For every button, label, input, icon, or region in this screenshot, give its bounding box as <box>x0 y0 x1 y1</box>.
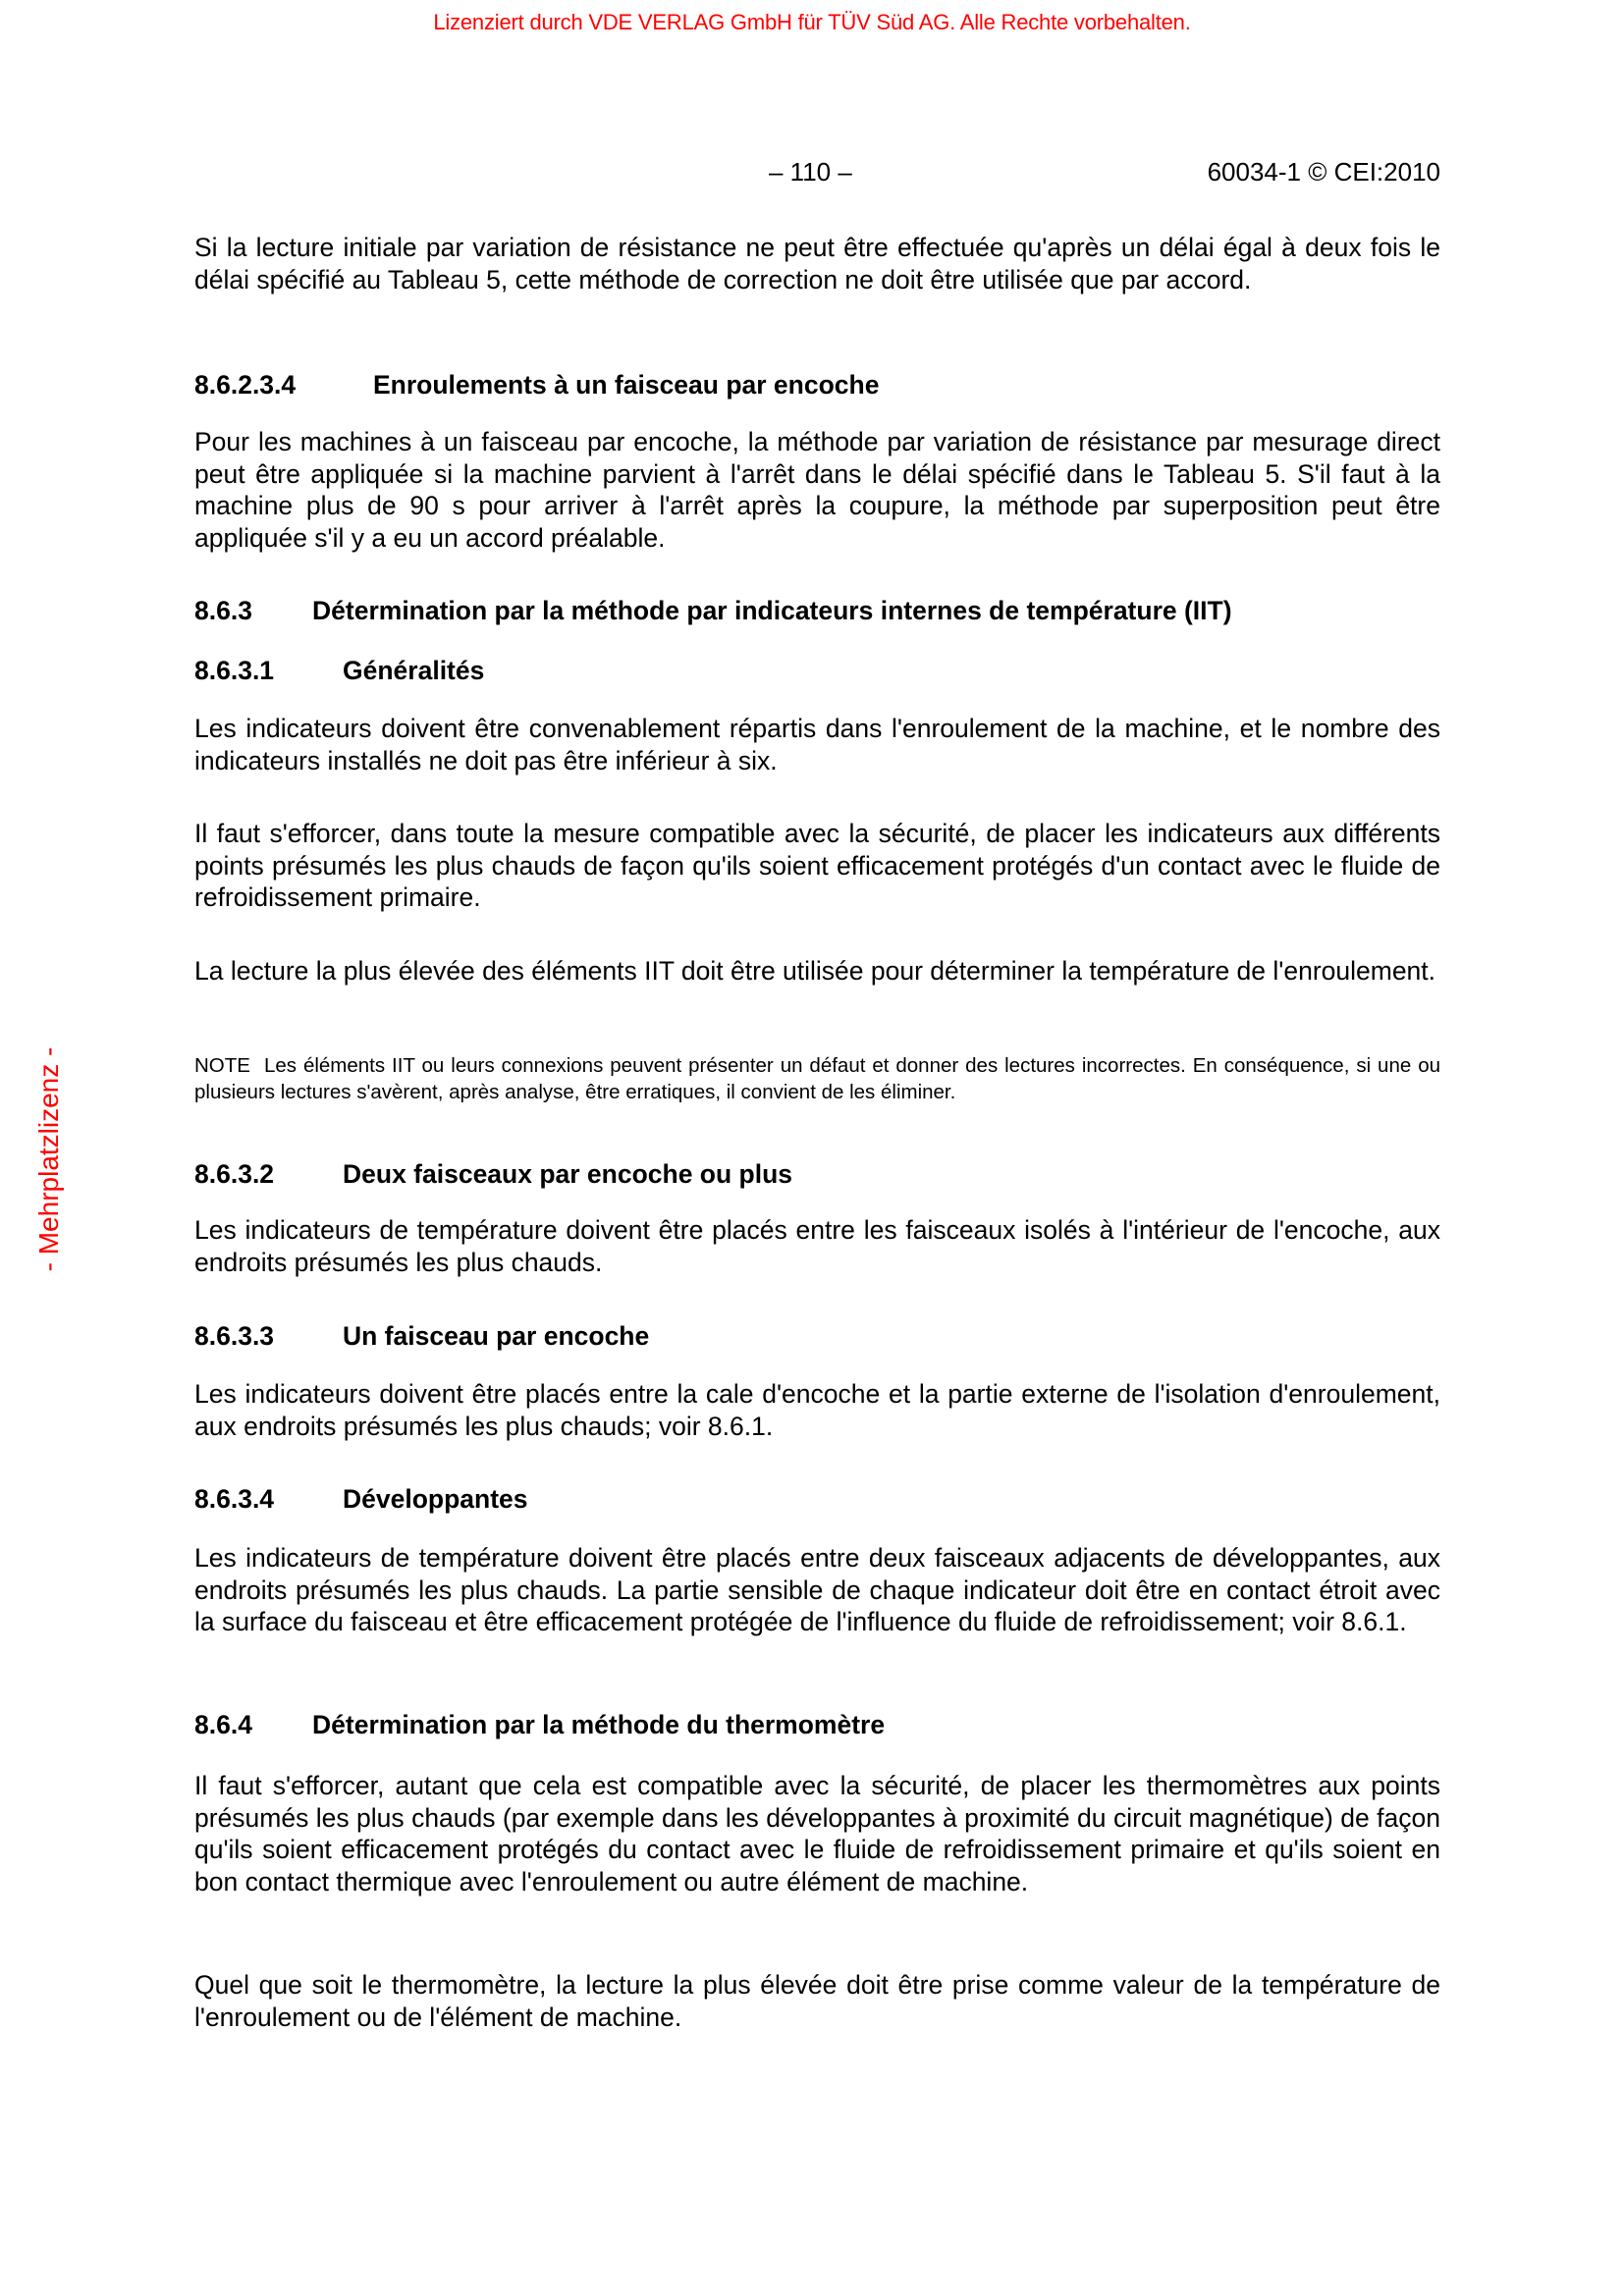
paragraph: Les indicateurs de température doivent être placés entre les faisceaux isolés à l'intérieur de l'encoche, aux endroits présumés les plus chauds. <box>194 1215 1440 1277</box>
heading-title: Détermination par la méthode par indicateurs internes de température (IIT) <box>312 596 1232 625</box>
page-header <box>194 157 1440 190</box>
side-watermark: - Mehrplatzlizenz - <box>33 1046 64 1272</box>
heading-number: 8.6.3.1 <box>194 656 275 685</box>
heading-title: Deux faisceaux par encoche ou plus <box>343 1159 793 1189</box>
heading-title: Enroulements à un faisceau par encoche <box>373 370 880 400</box>
heading-number: 8.6.3.4 <box>194 1484 275 1514</box>
heading-title: Généralités <box>343 656 485 685</box>
paragraph: Les indicateurs de température doivent être placés entre deux faisceaux adjacents de développantes, aux endroits présumés les plus chauds. La partie sensible de chaque indicateur doit être en contact étroit avec la surface du faisceau et être efficacement protégée de l'influence du fluide de refroidissement; voir 8.6.1. <box>194 1543 1440 1636</box>
paragraph: Pour les machines à un faisceau par encoche, la méthode par variation de résistance par mesurage direct peut être appliquée si la machine parvient à l'arrêt dans le délai spécifié dans le Tableau 5. S'il faut à la machine plus de 90 s pour arriver à l'arrêt après la coupure, la méthode par superposition peut être appliquée s'il y a eu un accord préalable. <box>194 427 1440 553</box>
note-label: NOTE <box>194 1054 250 1077</box>
heading-number: 8.6.3.2 <box>194 1159 275 1189</box>
paragraph: Il faut s'efforcer, dans toute la mesure compatible avec la sécurité, de placer les indicateurs aux différents points présumés les plus chauds de façon qu'ils soient efficacement protégés d'un contact avec le fluide de refroidissement primaire. <box>194 819 1440 912</box>
heading-title: Détermination par la méthode du thermomètre <box>312 1710 886 1739</box>
paragraph: Les indicateurs doivent être convenablement répartis dans l'enroulement de la machine, et le nombre des indicateurs installés ne doit pas être inférieur à six. <box>194 714 1440 775</box>
license-watermark: Lizenziert durch VDE VERLAG GmbH für TÜV Süd AG. Alle Rechte vorbehalten. <box>433 10 1191 34</box>
standard-reference: 60034-1 © CEI:2010 <box>1207 157 1440 187</box>
heading-title: Un faisceau par encoche <box>343 1321 650 1351</box>
heading-number: 8.6.4 <box>194 1710 252 1739</box>
paragraph: Quel que soit le thermomètre, la lecture la plus élevée doit être prise comme valeur de la température de l'enroulement ou de l'élément de machine. <box>194 1970 1440 2032</box>
heading-number: 8.6.2.3.4 <box>194 370 297 400</box>
heading-number: 8.6.3.3 <box>194 1321 275 1351</box>
heading-title: Développantes <box>343 1484 528 1514</box>
paragraph: Les indicateurs doivent être placés entre la cale d'encoche et la partie externe de l'isolation d'enroulement, aux endroits présumés les plus chauds; voir 8.6.1. <box>194 1379 1440 1441</box>
note-text: Les éléments IIT ou leurs connexions peuvent présenter un défaut et donner des lectures incorrectes. En conséquence, si une ou plusieurs lectures s'avèrent, après analyse, être erratiques, il convient de les éliminer. <box>194 1054 1440 1103</box>
heading-number: 8.6.3 <box>194 596 252 625</box>
note <box>194 1052 1440 1105</box>
paragraph: Si la lecture initiale par variation de résistance ne peut être effectuée qu'après un délai égal à deux fois le délai spécifié au Tableau 5, cette méthode de correction ne doit être utilisée que par accord. <box>194 233 1440 294</box>
paragraph: La lecture la plus élevée des éléments IIT doit être utilisée pour déterminer la température de l'enroulement. <box>194 956 1436 986</box>
paragraph: Il faut s'efforcer, autant que cela est compatible avec la sécurité, de placer les thermomètres aux points présumés les plus chauds (par exemple dans les développantes à proximité du circuit magnétique) de façon qu'ils soient efficacement protégés du contact avec le fluide de refroidissement primaire et qu'ils soient en bon contact thermique avec l'enroulement ou autre élément de machine. <box>194 1771 1440 1896</box>
page-number: – 110 – <box>769 157 852 187</box>
